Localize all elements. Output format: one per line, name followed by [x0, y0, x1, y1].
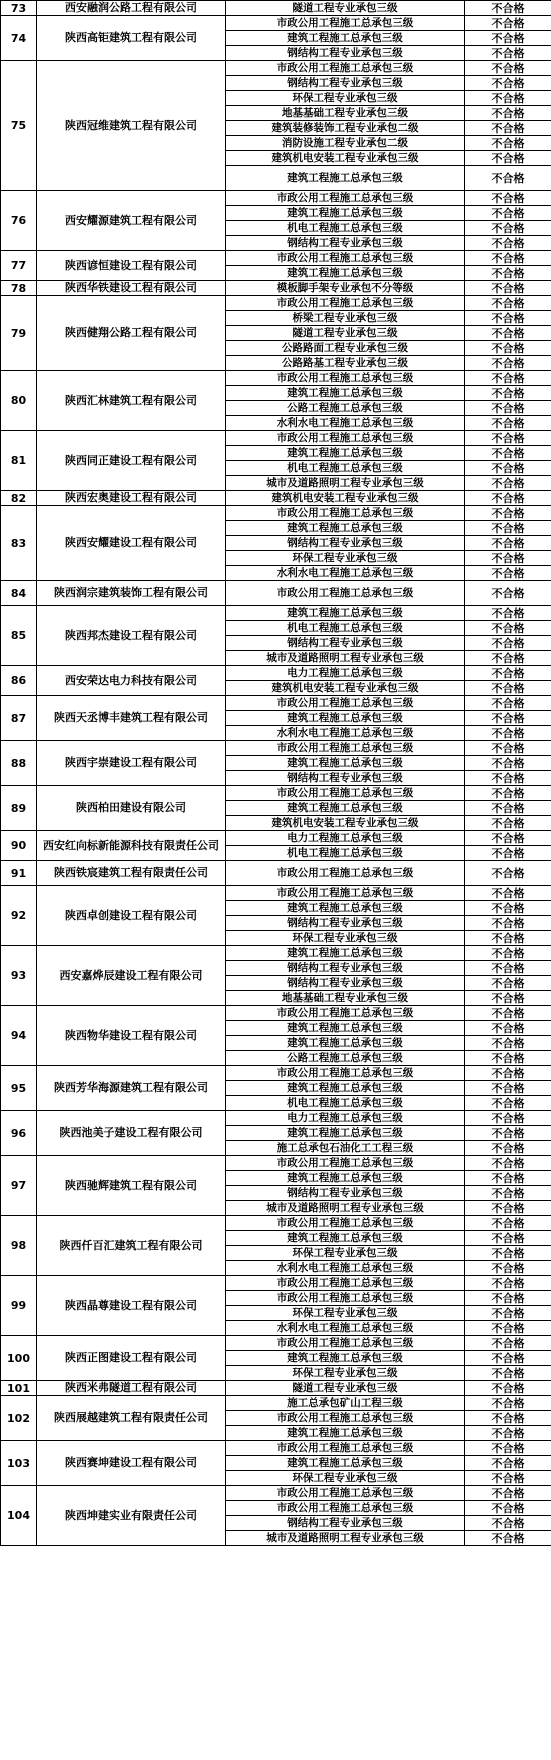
- check-result: 不合格: [465, 931, 551, 946]
- qualification-name: 市政公用工程施工总承包三级: [226, 581, 465, 606]
- check-result: 不合格: [465, 566, 551, 581]
- row-number: 73: [1, 1, 37, 16]
- company-name: 陕西天丞博丰建筑工程有限公司: [37, 696, 226, 741]
- table-row: [1, 1, 551, 16]
- check-result: 不合格: [465, 846, 551, 861]
- row-number: 80: [1, 371, 37, 431]
- qualification-name: 地基基础工程专业承包三级: [226, 106, 465, 121]
- qualification-name: 电力工程施工总承包三级: [226, 1111, 465, 1126]
- company-name: 西安融润公路工程有限公司: [37, 1, 226, 16]
- table-row: [1, 741, 551, 756]
- row-number: 99: [1, 1276, 37, 1336]
- table-row: [1, 431, 551, 446]
- check-result: 不合格: [465, 431, 551, 446]
- qualification-name: 建筑工程施工总承包三级: [226, 901, 465, 916]
- check-result: 不合格: [465, 476, 551, 491]
- row-number: 85: [1, 606, 37, 666]
- check-result: 不合格: [465, 726, 551, 741]
- qualification-name: 建筑装修装饰工程专业承包二级: [226, 121, 465, 136]
- check-result: 不合格: [465, 1186, 551, 1201]
- qualification-name: 市政公用工程施工总承包三级: [226, 1066, 465, 1081]
- qualification-name: 施工总承包石油化工工程三级: [226, 1141, 465, 1156]
- check-result: 不合格: [465, 281, 551, 296]
- check-result: 不合格: [465, 651, 551, 666]
- row-number: 92: [1, 886, 37, 946]
- company-name: 陕西米弗隧道工程有限公司: [37, 1381, 226, 1396]
- qualification-name: 公路路面工程专业承包三级: [226, 341, 465, 356]
- qualification-name: 水利水电工程施工总承包三级: [226, 1321, 465, 1336]
- qualification-name: 建筑工程施工总承包三级: [226, 1126, 465, 1141]
- check-result: 不合格: [465, 711, 551, 726]
- table-row: [1, 16, 551, 31]
- check-result: 不合格: [465, 1051, 551, 1066]
- row-number: 100: [1, 1336, 37, 1381]
- company-name: 陕西邦杰建设工程有限公司: [37, 606, 226, 666]
- check-result: 不合格: [465, 1366, 551, 1381]
- check-result: 不合格: [465, 1501, 551, 1516]
- check-result: 不合格: [465, 1261, 551, 1276]
- qualification-name: 机电工程施工总承包三级: [226, 221, 465, 236]
- row-number: 104: [1, 1486, 37, 1546]
- check-result: 不合格: [465, 76, 551, 91]
- table-row: [1, 491, 551, 506]
- row-number: 102: [1, 1396, 37, 1441]
- check-result: 不合格: [465, 121, 551, 136]
- qualification-name: 市政公用工程施工总承包三级: [226, 1486, 465, 1501]
- check-result: 不合格: [465, 221, 551, 236]
- check-result: 不合格: [465, 786, 551, 801]
- check-result: 不合格: [465, 1036, 551, 1051]
- company-name: 陕西仟百汇建筑工程有限公司: [37, 1216, 226, 1276]
- check-result: 不合格: [465, 1141, 551, 1156]
- qualification-name: 城市及道路照明工程专业承包三级: [226, 476, 465, 491]
- qualification-name: 模板脚手架专业承包不分等级: [226, 281, 465, 296]
- qualification-name: 环保工程专业承包三级: [226, 931, 465, 946]
- qualification-name: 市政公用工程施工总承包三级: [226, 16, 465, 31]
- qualification-name: 钢结构工程专业承包三级: [226, 976, 465, 991]
- qualification-name: 水利水电工程施工总承包三级: [226, 726, 465, 741]
- qualification-name: 城市及道路照明工程专业承包三级: [226, 1531, 465, 1546]
- company-name: 陕西驰辉建筑工程有限公司: [37, 1156, 226, 1216]
- qualification-name: 市政公用工程施工总承包三级: [226, 191, 465, 206]
- check-result: 不合格: [465, 371, 551, 386]
- company-name: 陕西高钜建筑工程有限公司: [37, 16, 226, 61]
- qualification-name: 市政公用工程施工总承包三级: [226, 786, 465, 801]
- check-result: 不合格: [465, 666, 551, 681]
- row-number: 78: [1, 281, 37, 296]
- check-result: 不合格: [465, 206, 551, 221]
- qualification-name: 隧道工程专业承包三级: [226, 1381, 465, 1396]
- qualification-name: 水利水电工程施工总承包三级: [226, 416, 465, 431]
- qualification-name: 建筑工程施工总承包三级: [226, 801, 465, 816]
- row-number: 95: [1, 1066, 37, 1111]
- row-number: 74: [1, 16, 37, 61]
- table-row: [1, 581, 551, 606]
- qualification-name: 公路路基工程专业承包三级: [226, 356, 465, 371]
- check-result: 不合格: [465, 621, 551, 636]
- check-result: 不合格: [465, 1426, 551, 1441]
- row-number: 97: [1, 1156, 37, 1216]
- table-row: [1, 1336, 551, 1351]
- qualification-name: 建筑工程施工总承包三级: [226, 386, 465, 401]
- qualification-name: 建筑工程施工总承包三级: [226, 166, 465, 191]
- check-result: 不合格: [465, 1111, 551, 1126]
- table-row: [1, 666, 551, 681]
- check-result: 不合格: [465, 1171, 551, 1186]
- qualification-name: 钢结构工程专业承包三级: [226, 916, 465, 931]
- check-result: 不合格: [465, 16, 551, 31]
- table-row: [1, 1441, 551, 1456]
- qualification-name: 建筑工程施工总承包三级: [226, 1456, 465, 1471]
- qualification-name: 市政公用工程施工总承包三级: [226, 861, 465, 886]
- check-result: 不合格: [465, 861, 551, 886]
- qualification-name: 建筑机电安装工程专业承包三级: [226, 816, 465, 831]
- row-number: 79: [1, 296, 37, 371]
- qualification-name: 市政公用工程施工总承包三级: [226, 61, 465, 76]
- check-result: 不合格: [465, 1081, 551, 1096]
- qualification-name: 钢结构工程专业承包三级: [226, 46, 465, 61]
- qualification-name: 电力工程施工总承包三级: [226, 831, 465, 846]
- qualification-name: 建筑工程施工总承包三级: [226, 1021, 465, 1036]
- company-name: 陕西坤建实业有限责任公司: [37, 1486, 226, 1546]
- company-name: 陕西安耀建设工程有限公司: [37, 506, 226, 581]
- qualification-name: 钢结构工程专业承包三级: [226, 536, 465, 551]
- qualification-name: 建筑工程施工总承包三级: [226, 266, 465, 281]
- check-result: 不合格: [465, 136, 551, 151]
- check-result: 不合格: [465, 771, 551, 786]
- company-name: 陕西铁宸建筑工程有限责任公司: [37, 861, 226, 886]
- table-row: [1, 1396, 551, 1411]
- check-result: 不合格: [465, 1411, 551, 1426]
- company-name: 西安嘉烨辰建设工程有限公司: [37, 946, 226, 1006]
- check-result: 不合格: [465, 916, 551, 931]
- qualification-name: 建筑工程施工总承包三级: [226, 1036, 465, 1051]
- table-row: [1, 786, 551, 801]
- company-name: 陕西晶尊建设工程有限公司: [37, 1276, 226, 1336]
- check-result: 不合格: [465, 606, 551, 621]
- qualification-name: 建筑工程施工总承包三级: [226, 1426, 465, 1441]
- check-result: 不合格: [465, 831, 551, 846]
- table-row: [1, 191, 551, 206]
- qualification-name: 环保工程专业承包三级: [226, 1366, 465, 1381]
- check-result: 不合格: [465, 581, 551, 606]
- qualification-name: 市政公用工程施工总承包三级: [226, 296, 465, 311]
- table-row: [1, 861, 551, 886]
- company-name: 陕西谚恒建设工程有限公司: [37, 251, 226, 281]
- qualification-name: 钢结构工程专业承包三级: [226, 76, 465, 91]
- company-name: 陕西宏奥建设工程有限公司: [37, 491, 226, 506]
- check-result: 不合格: [465, 296, 551, 311]
- table-row: [1, 1111, 551, 1126]
- check-result: 不合格: [465, 1441, 551, 1456]
- row-number: 82: [1, 491, 37, 506]
- check-result: 不合格: [465, 151, 551, 166]
- qualification-name: 环保工程专业承包三级: [226, 1471, 465, 1486]
- qualification-name: 环保工程专业承包三级: [226, 551, 465, 566]
- qualification-name: 环保工程专业承包三级: [226, 91, 465, 106]
- qualification-name: 建筑工程施工总承包三级: [226, 756, 465, 771]
- check-result: 不合格: [465, 461, 551, 476]
- check-result: 不合格: [465, 961, 551, 976]
- check-result: 不合格: [465, 1231, 551, 1246]
- qualification-name: 城市及道路照明工程专业承包三级: [226, 651, 465, 666]
- row-number: 76: [1, 191, 37, 251]
- qualification-name: 城市及道路照明工程专业承包三级: [226, 1201, 465, 1216]
- row-number: 75: [1, 61, 37, 191]
- qualification-name: 市政公用工程施工总承包三级: [226, 251, 465, 266]
- table-row: [1, 946, 551, 961]
- check-result: 不合格: [465, 356, 551, 371]
- qualification-name: 市政公用工程施工总承包三级: [226, 1216, 465, 1231]
- row-number: 89: [1, 786, 37, 831]
- check-result: 不合格: [465, 681, 551, 696]
- check-result: 不合格: [465, 741, 551, 756]
- company-name: 陕西宇崇建设工程有限公司: [37, 741, 226, 786]
- check-result: 不合格: [465, 386, 551, 401]
- table-row: [1, 1486, 551, 1501]
- check-result: 不合格: [465, 46, 551, 61]
- row-number: 87: [1, 696, 37, 741]
- check-result: 不合格: [465, 1471, 551, 1486]
- qualification-name: 公路工程施工总承包三级: [226, 1051, 465, 1066]
- qualification-name: 钢结构工程专业承包三级: [226, 636, 465, 651]
- check-result: 不合格: [465, 636, 551, 651]
- qualification-name: 建筑工程施工总承包三级: [226, 1351, 465, 1366]
- row-number: 94: [1, 1006, 37, 1066]
- check-result: 不合格: [465, 946, 551, 961]
- qualification-name: 消防设施工程专业承包二级: [226, 136, 465, 151]
- qualification-name: 建筑工程施工总承包三级: [226, 206, 465, 221]
- check-result: 不合格: [465, 401, 551, 416]
- table-body: [1, 1, 551, 1546]
- table-row: [1, 886, 551, 901]
- qualification-name: 钢结构工程专业承包三级: [226, 1186, 465, 1201]
- check-result: 不合格: [465, 1486, 551, 1501]
- company-name: 陕西赛坤建设工程有限公司: [37, 1441, 226, 1486]
- check-result: 不合格: [465, 61, 551, 76]
- check-result: 不合格: [465, 1096, 551, 1111]
- check-result: 不合格: [465, 31, 551, 46]
- check-result: 不合格: [465, 416, 551, 431]
- company-name: 陕西物华建设工程有限公司: [37, 1006, 226, 1066]
- qualification-name: 建筑工程施工总承包三级: [226, 521, 465, 536]
- check-result: 不合格: [465, 1216, 551, 1231]
- qualification-name: 钢结构工程专业承包三级: [226, 236, 465, 251]
- table-row: [1, 251, 551, 266]
- company-name: 陕西展越建筑工程有限责任公司: [37, 1396, 226, 1441]
- check-result: 不合格: [465, 251, 551, 266]
- table-row: [1, 1006, 551, 1021]
- check-result: 不合格: [465, 1156, 551, 1171]
- check-result: 不合格: [465, 1456, 551, 1471]
- table-row: [1, 831, 551, 846]
- check-result: 不合格: [465, 901, 551, 916]
- table-row: [1, 1216, 551, 1231]
- check-result: 不合格: [465, 1276, 551, 1291]
- qualification-name: 水利水电工程施工总承包三级: [226, 1261, 465, 1276]
- check-result: 不合格: [465, 536, 551, 551]
- qualification-name: 建筑工程施工总承包三级: [226, 1171, 465, 1186]
- company-name: 陕西卓创建设工程有限公司: [37, 886, 226, 946]
- qualification-name: 市政公用工程施工总承包三级: [226, 1276, 465, 1291]
- qualification-name: 市政公用工程施工总承包三级: [226, 1411, 465, 1426]
- company-name: 陕西同正建设工程有限公司: [37, 431, 226, 491]
- qualification-name: 建筑工程施工总承包三级: [226, 31, 465, 46]
- check-result: 不合格: [465, 991, 551, 1006]
- check-result: 不合格: [465, 976, 551, 991]
- qualification-name: 电力工程施工总承包三级: [226, 666, 465, 681]
- check-result: 不合格: [465, 446, 551, 461]
- check-result: 不合格: [465, 326, 551, 341]
- table-row: [1, 606, 551, 621]
- company-name: 陕西柏田建设有限公司: [37, 786, 226, 831]
- table-row: [1, 1276, 551, 1291]
- check-result: 不合格: [465, 166, 551, 191]
- qualification-name: 钢结构工程专业承包三级: [226, 1516, 465, 1531]
- company-name: 陕西润宗建筑装饰工程有限公司: [37, 581, 226, 606]
- check-result: 不合格: [465, 1, 551, 16]
- qualification-name: 市政公用工程施工总承包三级: [226, 1291, 465, 1306]
- qualification-name: 市政公用工程施工总承包三级: [226, 506, 465, 521]
- table-row: [1, 1066, 551, 1081]
- row-number: 101: [1, 1381, 37, 1396]
- qualification-name: 市政公用工程施工总承包三级: [226, 1441, 465, 1456]
- check-result: 不合格: [465, 1381, 551, 1396]
- row-number: 98: [1, 1216, 37, 1276]
- qualification-name: 施工总承包矿山工程三级: [226, 1396, 465, 1411]
- qualification-name: 桥梁工程专业承包三级: [226, 311, 465, 326]
- row-number: 83: [1, 506, 37, 581]
- check-result: 不合格: [465, 1246, 551, 1261]
- check-result: 不合格: [465, 886, 551, 901]
- check-result: 不合格: [465, 1336, 551, 1351]
- check-result: 不合格: [465, 236, 551, 251]
- qualification-name: 水利水电工程施工总承包三级: [226, 566, 465, 581]
- check-result: 不合格: [465, 341, 551, 356]
- qualification-name: 建筑工程施工总承包三级: [226, 711, 465, 726]
- check-result: 不合格: [465, 311, 551, 326]
- check-result: 不合格: [465, 816, 551, 831]
- qualification-name: 建筑工程施工总承包三级: [226, 446, 465, 461]
- check-result: 不合格: [465, 756, 551, 771]
- check-result: 不合格: [465, 491, 551, 506]
- qualification-name: 建筑机电安装工程专业承包三级: [226, 151, 465, 166]
- company-name: 陕西汇林建筑工程有限公司: [37, 371, 226, 431]
- qualification-name: 市政公用工程施工总承包三级: [226, 371, 465, 386]
- row-number: 77: [1, 251, 37, 281]
- table-row: [1, 696, 551, 711]
- check-result: 不合格: [465, 801, 551, 816]
- qualification-name: 市政公用工程施工总承包三级: [226, 431, 465, 446]
- qualification-name: 钢结构工程专业承包三级: [226, 771, 465, 786]
- row-number: 96: [1, 1111, 37, 1156]
- qualification-name: 公路工程施工总承包三级: [226, 401, 465, 416]
- qualification-name: 市政公用工程施工总承包三级: [226, 741, 465, 756]
- row-number: 88: [1, 741, 37, 786]
- qualification-name: 机电工程施工总承包三级: [226, 621, 465, 636]
- check-result: 不合格: [465, 1006, 551, 1021]
- company-name: 西安耀源建筑工程有限公司: [37, 191, 226, 251]
- table-row: [1, 1381, 551, 1396]
- company-name: 陕西华铁建设工程有限公司: [37, 281, 226, 296]
- qualification-name: 隧道工程专业承包三级: [226, 1, 465, 16]
- qualification-name: 市政公用工程施工总承包三级: [226, 1336, 465, 1351]
- row-number: 90: [1, 831, 37, 861]
- company-name: 陕西冠维建筑工程有限公司: [37, 61, 226, 191]
- row-number: 84: [1, 581, 37, 606]
- row-number: 91: [1, 861, 37, 886]
- qualification-name: 建筑工程施工总承包三级: [226, 1081, 465, 1096]
- check-result: 不合格: [465, 551, 551, 566]
- qualification-name: 机电工程施工总承包三级: [226, 461, 465, 476]
- check-result: 不合格: [465, 1066, 551, 1081]
- table-row: [1, 506, 551, 521]
- check-result: 不合格: [465, 506, 551, 521]
- check-result: 不合格: [465, 1201, 551, 1216]
- check-result: 不合格: [465, 696, 551, 711]
- company-name: 陕西池美子建设工程有限公司: [37, 1111, 226, 1156]
- qualification-name: 建筑工程施工总承包三级: [226, 946, 465, 961]
- qualification-name: 建筑工程施工总承包三级: [226, 1231, 465, 1246]
- check-result: 不合格: [465, 1291, 551, 1306]
- check-result: 不合格: [465, 1396, 551, 1411]
- check-result: 不合格: [465, 1351, 551, 1366]
- check-result: 不合格: [465, 1531, 551, 1546]
- qualification-name: 机电工程施工总承包三级: [226, 846, 465, 861]
- qualification-name: 地基基础工程专业承包三级: [226, 991, 465, 1006]
- row-number: 86: [1, 666, 37, 696]
- check-result: 不合格: [465, 1306, 551, 1321]
- row-number: 103: [1, 1441, 37, 1486]
- qualification-name: 隧道工程专业承包三级: [226, 326, 465, 341]
- qualification-name: 环保工程专业承包三级: [226, 1246, 465, 1261]
- table-row: [1, 371, 551, 386]
- company-name: 陕西芳华海源建筑工程有限公司: [37, 1066, 226, 1111]
- company-name: 陕西健翔公路工程有限公司: [37, 296, 226, 371]
- table-row: [1, 1156, 551, 1171]
- qualification-name: 市政公用工程施工总承包三级: [226, 1006, 465, 1021]
- qualification-name: 建筑工程施工总承包三级: [226, 606, 465, 621]
- qualification-name: 机电工程施工总承包三级: [226, 1096, 465, 1111]
- row-number: 93: [1, 946, 37, 1006]
- company-name: 西安荣达电力科技有限公司: [37, 666, 226, 696]
- company-name: 陕西正图建设工程有限公司: [37, 1336, 226, 1381]
- check-result: 不合格: [465, 106, 551, 121]
- check-result: 不合格: [465, 266, 551, 281]
- check-result: 不合格: [465, 191, 551, 206]
- company-name: 西安红向标新能源科技有限责任公司: [37, 831, 226, 861]
- check-result: 不合格: [465, 1516, 551, 1531]
- table-row: [1, 296, 551, 311]
- check-result: 不合格: [465, 1021, 551, 1036]
- check-result: 不合格: [465, 91, 551, 106]
- qualification-name: 市政公用工程施工总承包三级: [226, 1156, 465, 1171]
- qualification-name: 市政公用工程施工总承包三级: [226, 886, 465, 901]
- qualification-name: 建筑机电安装工程专业承包三级: [226, 491, 465, 506]
- check-result: 不合格: [465, 521, 551, 536]
- row-number: 81: [1, 431, 37, 491]
- qualification-name: 建筑机电安装工程专业承包三级: [226, 681, 465, 696]
- check-result: 不合格: [465, 1321, 551, 1336]
- table-row: [1, 61, 551, 76]
- table-row: [1, 281, 551, 296]
- qualification-name: 钢结构工程专业承包三级: [226, 961, 465, 976]
- qualification-name: 市政公用工程施工总承包三级: [226, 1501, 465, 1516]
- qualification-name: 市政公用工程施工总承包三级: [226, 696, 465, 711]
- qualification-name: 环保工程专业承包三级: [226, 1306, 465, 1321]
- check-result: 不合格: [465, 1126, 551, 1141]
